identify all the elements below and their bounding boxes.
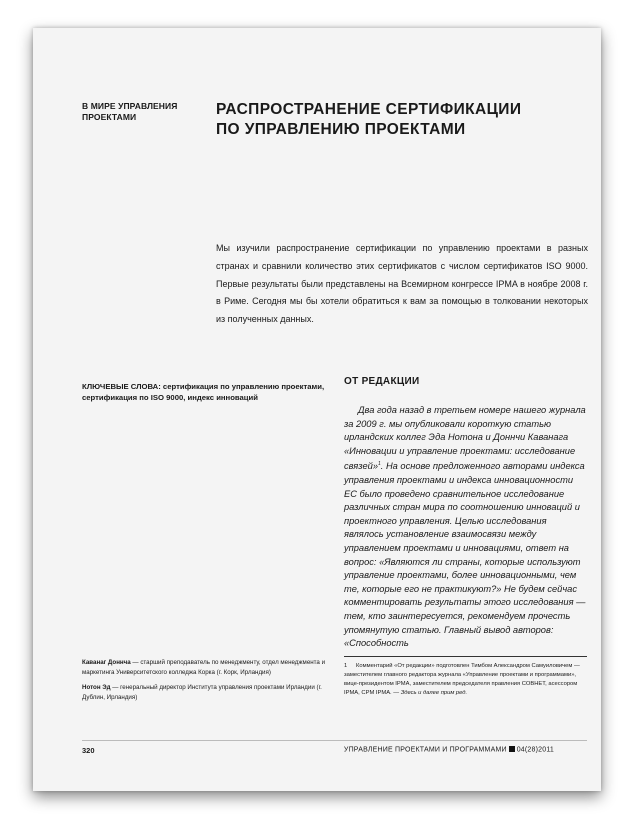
square-separator-icon: [509, 746, 515, 752]
page-number: 320: [82, 746, 95, 755]
article-title: [216, 100, 576, 140]
journal-issue: 04(28)2011: [516, 746, 554, 754]
editorial-text: [344, 404, 587, 651]
author-1-name: Каванаг Доннча: [82, 659, 131, 666]
author-2-bio: — генеральный директор Института управления проектами Ирландии (г. Дублин, Ирландия): [82, 684, 322, 701]
article-title-line-1: РАСПРОСТРАНЕНИЕ СЕРТИФИКАЦИИ: [216, 101, 522, 118]
section-label: В МИРЕ УПРАВЛЕНИЯ ПРОЕКТАМИ: [82, 101, 178, 122]
author-2-name: Нотон Эд: [82, 684, 111, 691]
editorial-heading: ОТ РЕДАКЦИИ: [344, 376, 420, 387]
journal-name: УПРАВЛЕНИЕ ПРОЕКТАМИ И ПРОГРАММАМИ: [343, 746, 507, 754]
author-notes: [82, 658, 332, 708]
journal-footer: [344, 746, 554, 754]
lead-paragraph: Мы изучили распространение сертификации по управлению проектами в разных странах и сравнили количество этих сертификатов с числом сертификатов ISO 9000. Первые результаты были представлены на Всемирном конгрессе IPMA в ноябре 2008 г. в Риме. Сегодня мы бы хотели обратиться к вам за помощью в толковании некоторых из полученных данных.: [216, 243, 588, 325]
footnote-reference[interactable]: 1: [378, 461, 381, 468]
footnote: [344, 662, 587, 698]
author-note-1: [82, 658, 332, 677]
footnote-italic: Здесь и далее прим ред.: [400, 690, 468, 696]
editorial-text-part-2: . На основе предложенного авторами индекса управления проектами и индекса инновационности ЕС было проведено сравнительное исследование различных стран мира по соотношению инноваций и проектного управления. Целью исследования являлось установление взаимосвязи между управлением проектами и инновациями, ответ на вопрос: «Являются ли страны, которые используют управление проектами, более инновационными, чем те, которые его не практикуют?» Не будем сейчас комментировать результаты этого исследования — тем, кто заинтересуется, рекомендуем прочесть упомянутую статью. Главный вывод авторов: «Способность: [344, 461, 586, 649]
footnote-text: Комментарий «От редакции» подготовлен Тимбом Александром Самуиловичем — заместителем главного редактора журнала «Управление проектами и программами», вице-президентом IPMA, заместителем председателя правления СОВНЕТ, асессором IPMA, CPM IPMA. —: [344, 663, 580, 696]
document-page: [33, 28, 601, 791]
keywords: КЛЮЧЕВЫЕ СЛОВА: сертификация по управлению проектами, сертификация по ISO 9000, индекс инноваций: [82, 382, 325, 402]
footnote-divider: [344, 656, 587, 657]
author-note-2: [82, 683, 332, 702]
footer-divider: [82, 740, 587, 741]
editorial-text-part-1: Два года назад в третьем номере нашего журнала за 2009 г. мы опубликовали короткую статью ирландских коллег Эда Нотона и Доннчи Каванага «Инновации и управление проектами: исследование связей»: [344, 405, 586, 472]
author-1-bio: — старший преподаватель по менеджменту, отдел менеджмента и маркетинга Университетского колледжа Корка (г. Корк, Ирландия): [82, 659, 326, 676]
footnote-mark: 1: [344, 663, 348, 669]
article-title-line-2: ПО УПРАВЛЕНИЮ ПРОЕКТАМИ: [216, 121, 466, 138]
